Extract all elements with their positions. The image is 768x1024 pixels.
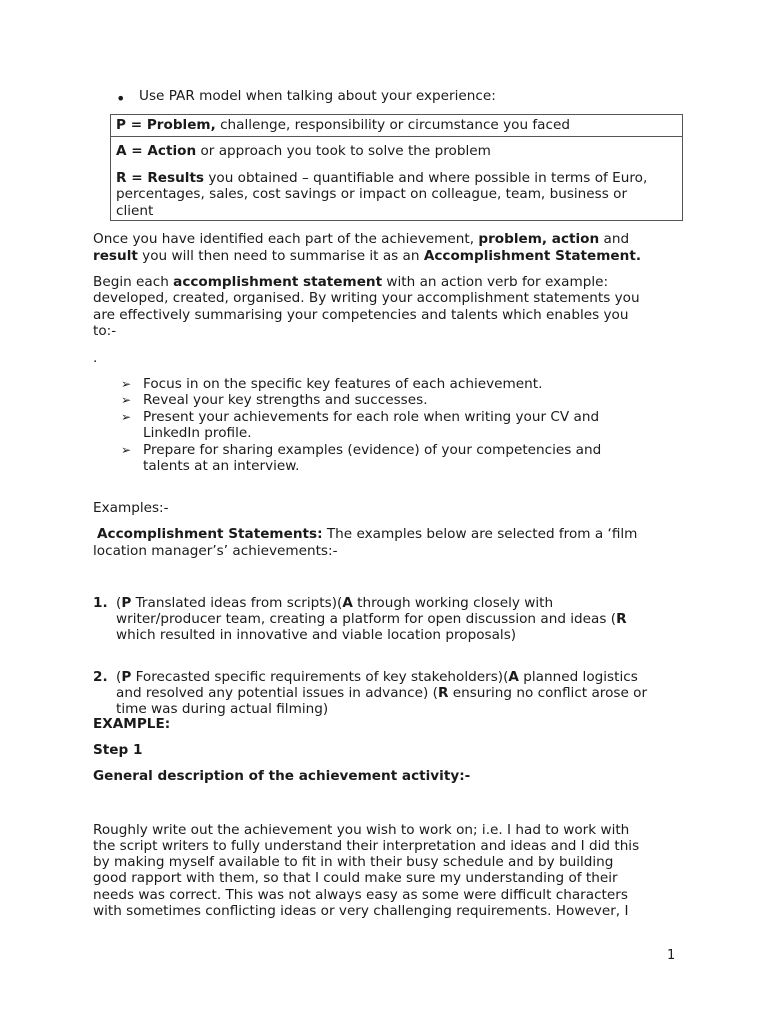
item-1-line-2 (116, 611, 627, 628)
arrow-item-3-line-1: Present your achievements for each role when writing your CV and (143, 409, 600, 425)
arrow-item-3-line-2: LinkedIn profile. (143, 425, 252, 441)
par-problem-line (116, 117, 570, 134)
accomplishment-line-1 (97, 526, 637, 543)
para2-line-1 (93, 274, 608, 291)
par-problem-text: challenge, responsibility or circumstance you faced (215, 117, 570, 133)
bullet-text: Use PAR model when talking about your experience: (139, 88, 496, 104)
general-description-heading: General description of the achievement activity:- (93, 768, 471, 784)
item-2-result: ensuring no conflict arose or (448, 685, 648, 701)
bullet-icon: • (116, 89, 126, 108)
item-2-number: 2. (93, 669, 108, 685)
par-r-marker: R (616, 611, 627, 627)
para2-bold: accomplishment statement (173, 274, 383, 290)
par-action-label: A = Action (116, 143, 197, 159)
par-results-label: R = Results (116, 170, 205, 186)
para2-dot: . (93, 350, 98, 366)
par-r-marker: R (437, 685, 449, 701)
arrow-bullet-icon: ➢ (121, 393, 132, 407)
accomplishment-text: The examples below are selected from a ‘film (322, 526, 638, 542)
arrow-item-2: Reveal your key strengths and successes. (143, 392, 428, 408)
item-2-line-1 (116, 669, 638, 686)
arrow-item-4-line-1: Prepare for sharing examples (evidence) of your competencies and (143, 442, 602, 458)
para2-line-4: to:- (93, 323, 117, 339)
para2-line-3: are effectively summarising your competencies and talents which enables you (93, 307, 629, 323)
item-2-action: planned logistics (518, 669, 638, 685)
rough-line-2: the script writers to fully understand their interpretation and ideas and I did this (93, 838, 640, 854)
step-1-heading: Step 1 (93, 742, 143, 758)
paren: ( (116, 669, 122, 685)
accomplishment-line-2: location manager’s’ achievements:- (93, 543, 338, 559)
par-action-line (116, 143, 491, 160)
item-1-number: 1. (93, 595, 108, 611)
rough-line-6: with sometimes conflicting ideas or very challenging requirements. However, I (93, 903, 629, 919)
rough-line-1: Roughly write out the achievement you wish to work on; i.e. I had to work with (93, 822, 630, 838)
item-2-action-cont: and resolved any potential issues in advance) ( (116, 685, 438, 701)
par-box-divider (111, 136, 682, 137)
para2-text-a: Begin each (93, 274, 174, 290)
rough-line-4: good rapport with them, so that I could make sure my understanding of their (93, 870, 618, 886)
par-a-marker: A (342, 595, 353, 611)
par-p-marker: P (121, 595, 132, 611)
para1-text-a: Once you have identified each part of the achievement, (93, 231, 479, 247)
rough-line-5: needs was correct. This was not always easy as some were difficult characters (93, 887, 628, 903)
par-results-text-1: you obtained – quantifiable and where possible in terms of Euro, (204, 170, 648, 186)
arrow-bullet-icon: ➢ (121, 410, 132, 424)
par-results-line-2: percentages, sales, cost savings or impact on colleague, team, business or (116, 186, 628, 202)
accomplishment-heading: Accomplishment Statements: (97, 526, 323, 542)
para2-line-2: developed, created, organised. By writing your accomplishment statements you (93, 290, 640, 306)
arrow-bullet-icon: ➢ (121, 377, 132, 391)
item-2-line-3: time was during actual filming) (116, 701, 329, 717)
item-2-line-2 (116, 685, 647, 702)
item-1-action-cont: writer/producer team, creating a platform for open discussion and ideas ( (116, 611, 617, 627)
examples-label: Examples:- (93, 500, 169, 516)
para2-text-c: with an action verb for example: (382, 274, 609, 290)
arrow-item-4-line-2: talents at an interview. (143, 458, 300, 474)
par-p-marker: P (121, 669, 132, 685)
item-1-line-3: which resulted in innovative and viable location proposals) (116, 627, 517, 643)
para1-line-1 (93, 231, 629, 248)
page-number: 1 (667, 948, 676, 963)
para1-text-d: you will then need to summarise it as an (137, 248, 424, 264)
para1-bold-result: result (93, 248, 138, 264)
par-a-marker: A (508, 669, 519, 685)
par-results-line-3: client (116, 203, 154, 219)
item-2-problem: Forecasted specific requirements of key stakeholders)( (131, 669, 509, 685)
para1-bold-accomplishment: Accomplishment Statement. (423, 248, 641, 264)
item-1-line-1 (116, 595, 553, 612)
paren: ( (116, 595, 122, 611)
example-heading: EXAMPLE: (93, 716, 171, 732)
arrow-bullet-icon: ➢ (121, 443, 132, 457)
par-action-text: or approach you took to solve the problem (196, 143, 491, 159)
item-1-action: through working closely with (352, 595, 554, 611)
item-1-problem: Translated ideas from scripts)( (131, 595, 343, 611)
par-problem-label: P = Problem, (116, 117, 216, 133)
rough-line-3: by making myself available to fit in with their busy schedule and by building (93, 854, 614, 870)
para1-text-c: and (599, 231, 630, 247)
para1-line-2 (93, 248, 641, 265)
arrow-item-1: Focus in on the specific key features of each achievement. (143, 376, 543, 392)
para1-bold-pa: problem, action (478, 231, 600, 247)
par-results-line-1 (116, 170, 647, 187)
